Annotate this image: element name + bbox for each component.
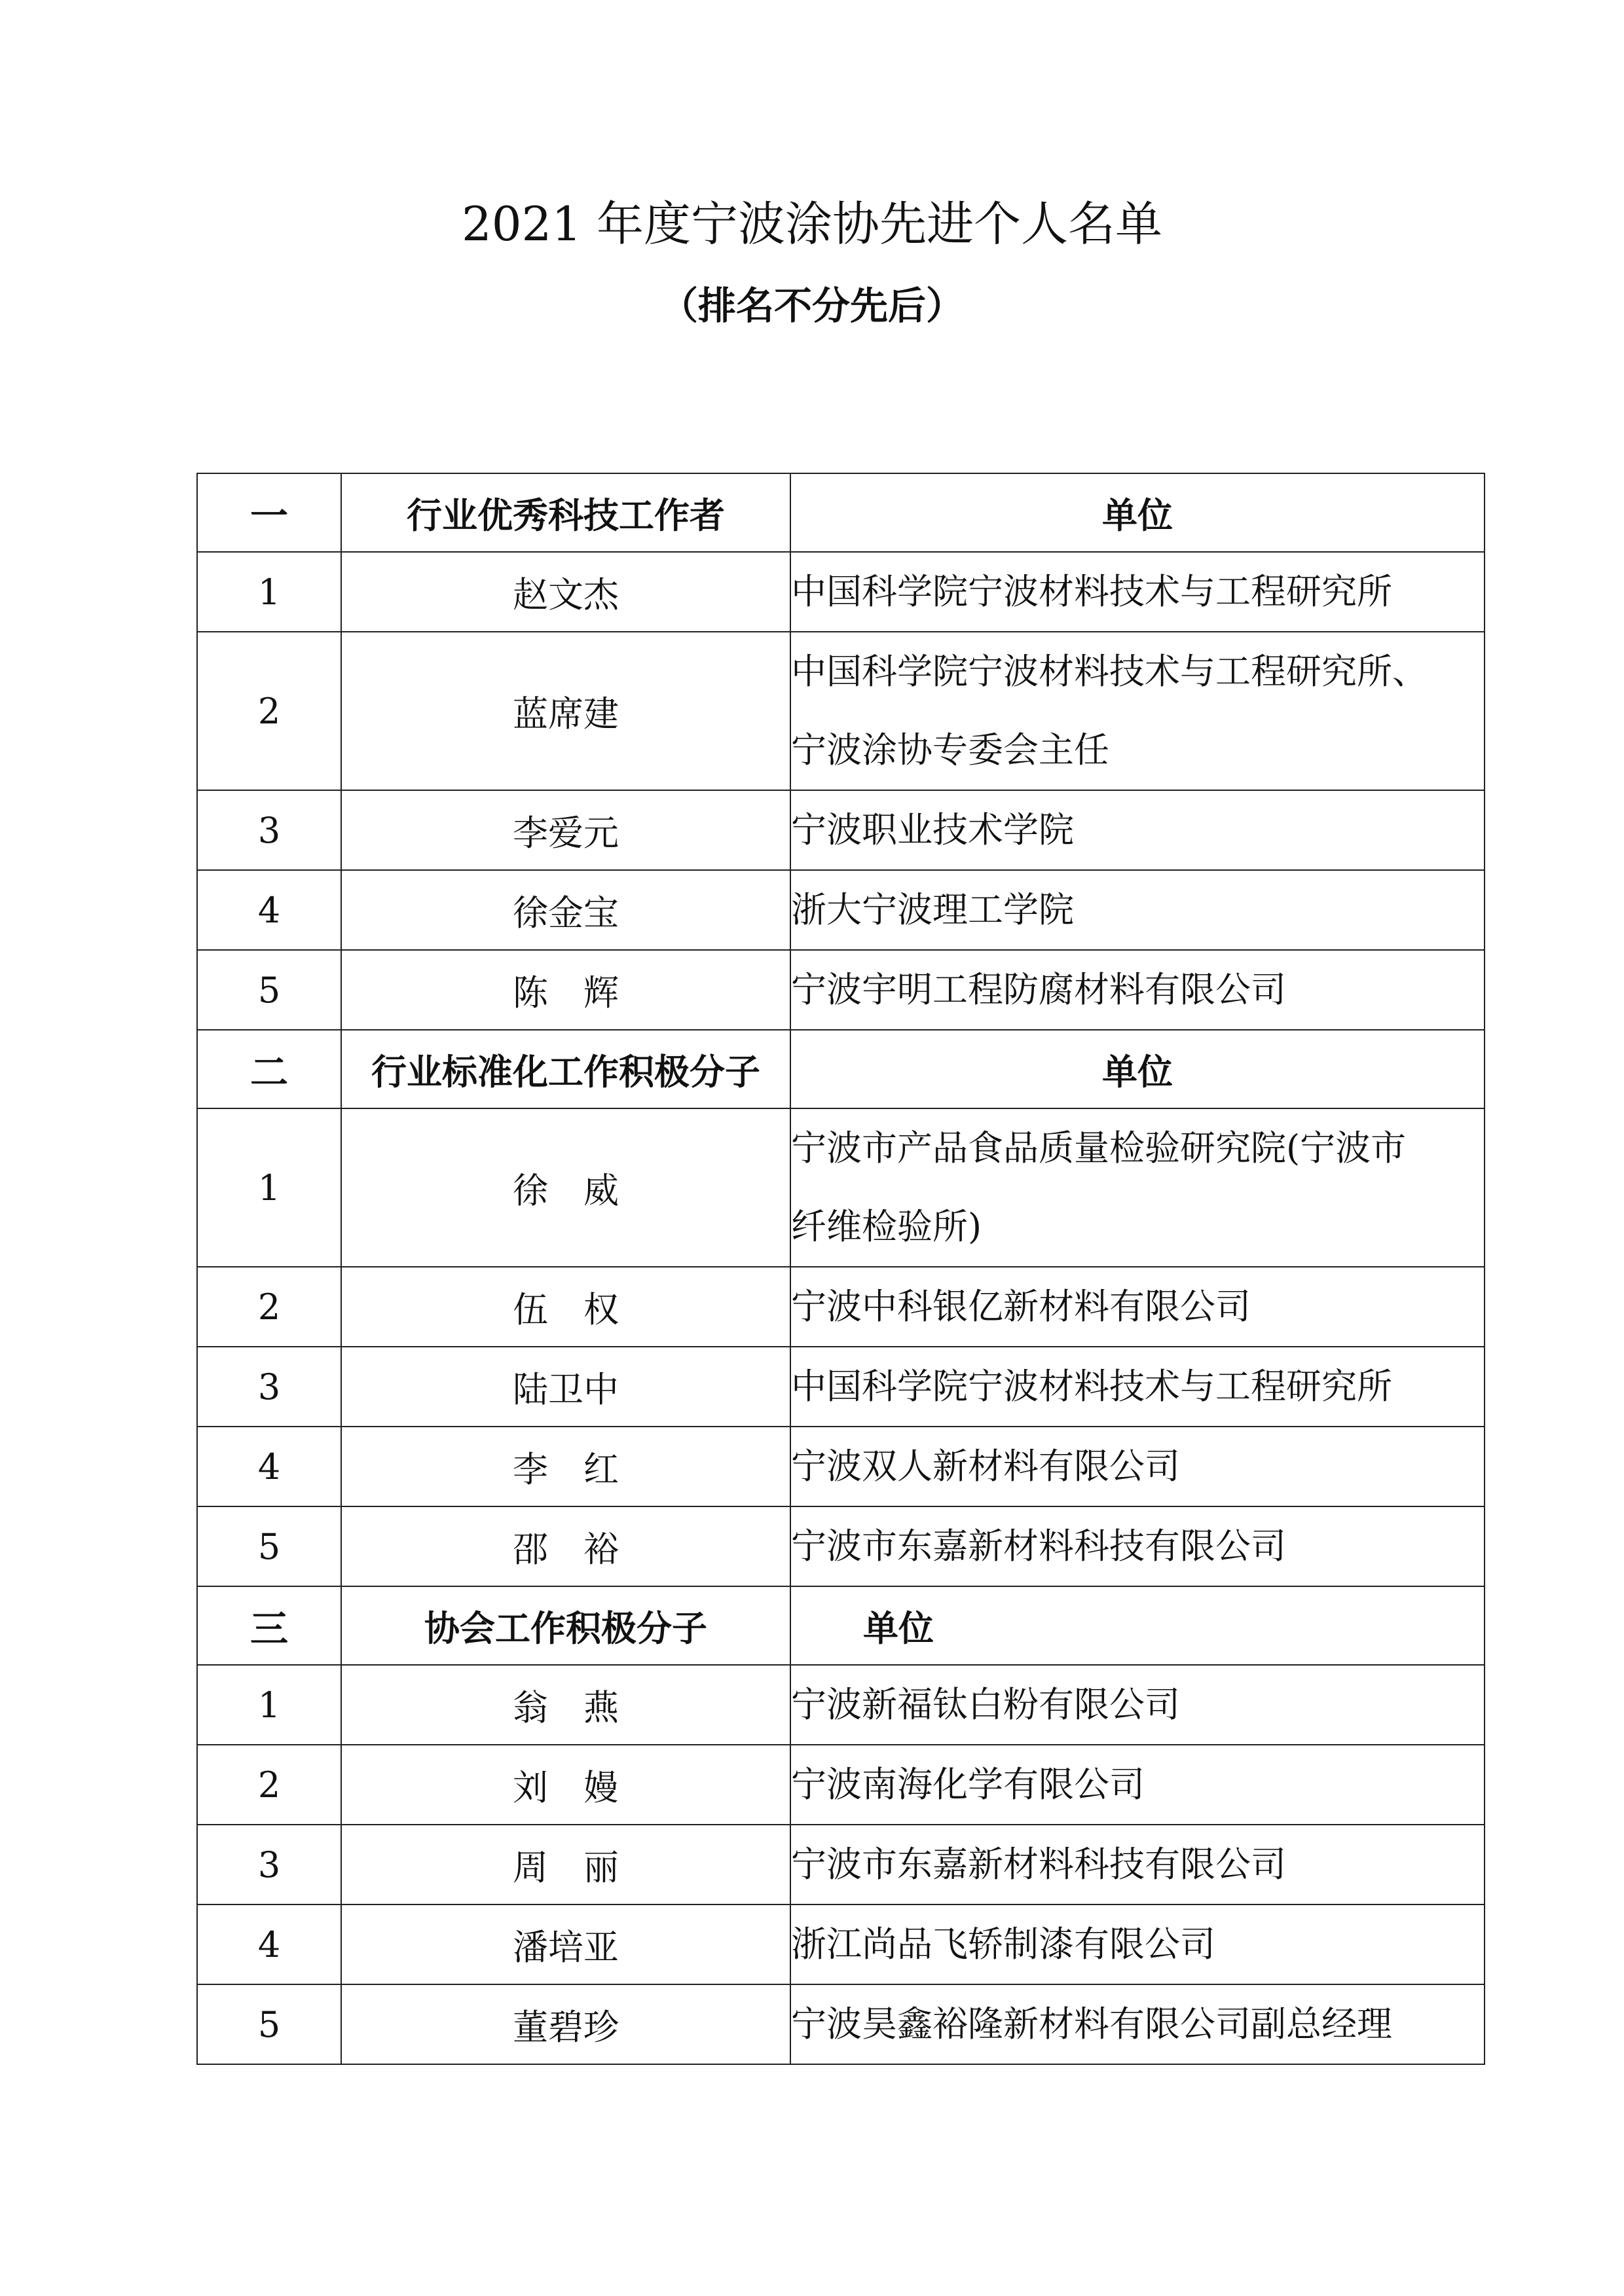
section-header-3 bbox=[197, 1586, 1485, 1665]
person-name: 李爱元 bbox=[341, 790, 790, 870]
table-row bbox=[197, 1984, 1485, 2064]
row-number: 5 bbox=[197, 1984, 341, 2064]
section-header-2 bbox=[197, 1030, 1485, 1108]
organization: 浙大宁波理工学院 bbox=[790, 870, 1485, 950]
section-header-1 bbox=[197, 473, 1485, 552]
organization: 浙江尚品飞轿制漆有限公司 bbox=[790, 1904, 1485, 1984]
organization: 中国科学院宁波材料技术与工程研究所 bbox=[790, 1347, 1485, 1427]
person-name: 刘 嫚 bbox=[341, 1745, 790, 1825]
organization: 宁波职业技术学院 bbox=[790, 790, 1485, 870]
row-number: 1 bbox=[197, 1108, 341, 1267]
organization-line: 宁波市产品食品质量检验研究院(宁波市 bbox=[791, 1127, 1407, 1169]
person-name: 陆卫中 bbox=[341, 1347, 790, 1427]
table-row bbox=[197, 870, 1485, 950]
page-subtitle: （排名不分先后） bbox=[659, 283, 964, 328]
person-name: 潘培亚 bbox=[341, 1904, 790, 1984]
row-number: 2 bbox=[197, 1745, 341, 1825]
person-name: 伍 权 bbox=[341, 1267, 790, 1347]
organization: 宁波双人新材料有限公司 bbox=[790, 1427, 1485, 1506]
row-number: 1 bbox=[197, 552, 341, 632]
row-number: 4 bbox=[197, 1904, 341, 1984]
person-name: 徐 威 bbox=[341, 1108, 790, 1267]
person-name: 董碧珍 bbox=[341, 1984, 790, 2064]
section-category: 行业标准化工作积极分子 bbox=[341, 1030, 790, 1108]
row-number: 4 bbox=[197, 870, 341, 950]
organization: 宁波昊鑫裕隆新材料有限公司副总经理 bbox=[790, 1984, 1485, 2064]
page-title: 2021 年度宁波涂协先进个人名单 bbox=[461, 196, 1163, 251]
row-number: 4 bbox=[197, 1427, 341, 1506]
unit-header: 单位 bbox=[790, 1586, 1485, 1665]
section-index: 二 bbox=[197, 1030, 341, 1108]
person-name: 陈 辉 bbox=[341, 950, 790, 1030]
table-row bbox=[197, 1745, 1485, 1825]
row-number: 3 bbox=[197, 790, 341, 870]
person-name: 翁 燕 bbox=[341, 1665, 790, 1745]
table-row bbox=[197, 1347, 1485, 1427]
organization: 宁波市东嘉新材料科技有限公司 bbox=[790, 1506, 1485, 1586]
organization-line: 纤维检验所) bbox=[791, 1206, 982, 1247]
table-row bbox=[197, 790, 1485, 870]
table-row bbox=[197, 632, 1485, 790]
table-row bbox=[197, 950, 1485, 1030]
organization-line: 中国科学院宁波材料技术与工程研究所、 bbox=[791, 651, 1428, 692]
row-number: 1 bbox=[197, 1665, 341, 1745]
organization bbox=[790, 1108, 1485, 1267]
table-row bbox=[197, 1427, 1485, 1506]
row-number: 5 bbox=[197, 950, 341, 1030]
awardee-table bbox=[196, 473, 1485, 2065]
person-name: 蓝席建 bbox=[341, 632, 790, 790]
person-name: 徐金宝 bbox=[341, 870, 790, 950]
table-row bbox=[197, 1825, 1485, 1904]
organization bbox=[790, 632, 1485, 790]
row-number: 3 bbox=[197, 1347, 341, 1427]
person-name: 周 丽 bbox=[341, 1825, 790, 1904]
unit-header: 单位 bbox=[790, 1030, 1485, 1108]
unit-header: 单位 bbox=[790, 473, 1485, 552]
row-number: 2 bbox=[197, 632, 341, 790]
organization: 宁波新福钛白粉有限公司 bbox=[790, 1665, 1485, 1745]
table-row bbox=[197, 1108, 1485, 1267]
person-name: 赵文杰 bbox=[341, 552, 790, 632]
table-row bbox=[197, 1267, 1485, 1347]
section-category: 行业优秀科技工作者 bbox=[341, 473, 790, 552]
organization-line: 宁波涂协专委会主任 bbox=[791, 729, 1109, 771]
section-index: 三 bbox=[197, 1586, 341, 1665]
organization: 宁波市东嘉新材料科技有限公司 bbox=[790, 1825, 1485, 1904]
row-number: 3 bbox=[197, 1825, 341, 1904]
section-category: 协会工作积极分子 bbox=[341, 1586, 790, 1665]
organization: 宁波南海化学有限公司 bbox=[790, 1745, 1485, 1825]
row-number: 5 bbox=[197, 1506, 341, 1586]
table-row bbox=[197, 1904, 1485, 1984]
table-row bbox=[197, 552, 1485, 632]
person-name: 邵 裕 bbox=[341, 1506, 790, 1586]
person-name: 李 红 bbox=[341, 1427, 790, 1506]
row-number: 2 bbox=[197, 1267, 341, 1347]
table-row bbox=[197, 1665, 1485, 1745]
section-index: 一 bbox=[197, 473, 341, 552]
organization: 中国科学院宁波材料技术与工程研究所 bbox=[790, 552, 1485, 632]
organization: 宁波中科银亿新材料有限公司 bbox=[790, 1267, 1485, 1347]
table-row bbox=[197, 1506, 1485, 1586]
organization: 宁波宇明工程防腐材料有限公司 bbox=[790, 950, 1485, 1030]
